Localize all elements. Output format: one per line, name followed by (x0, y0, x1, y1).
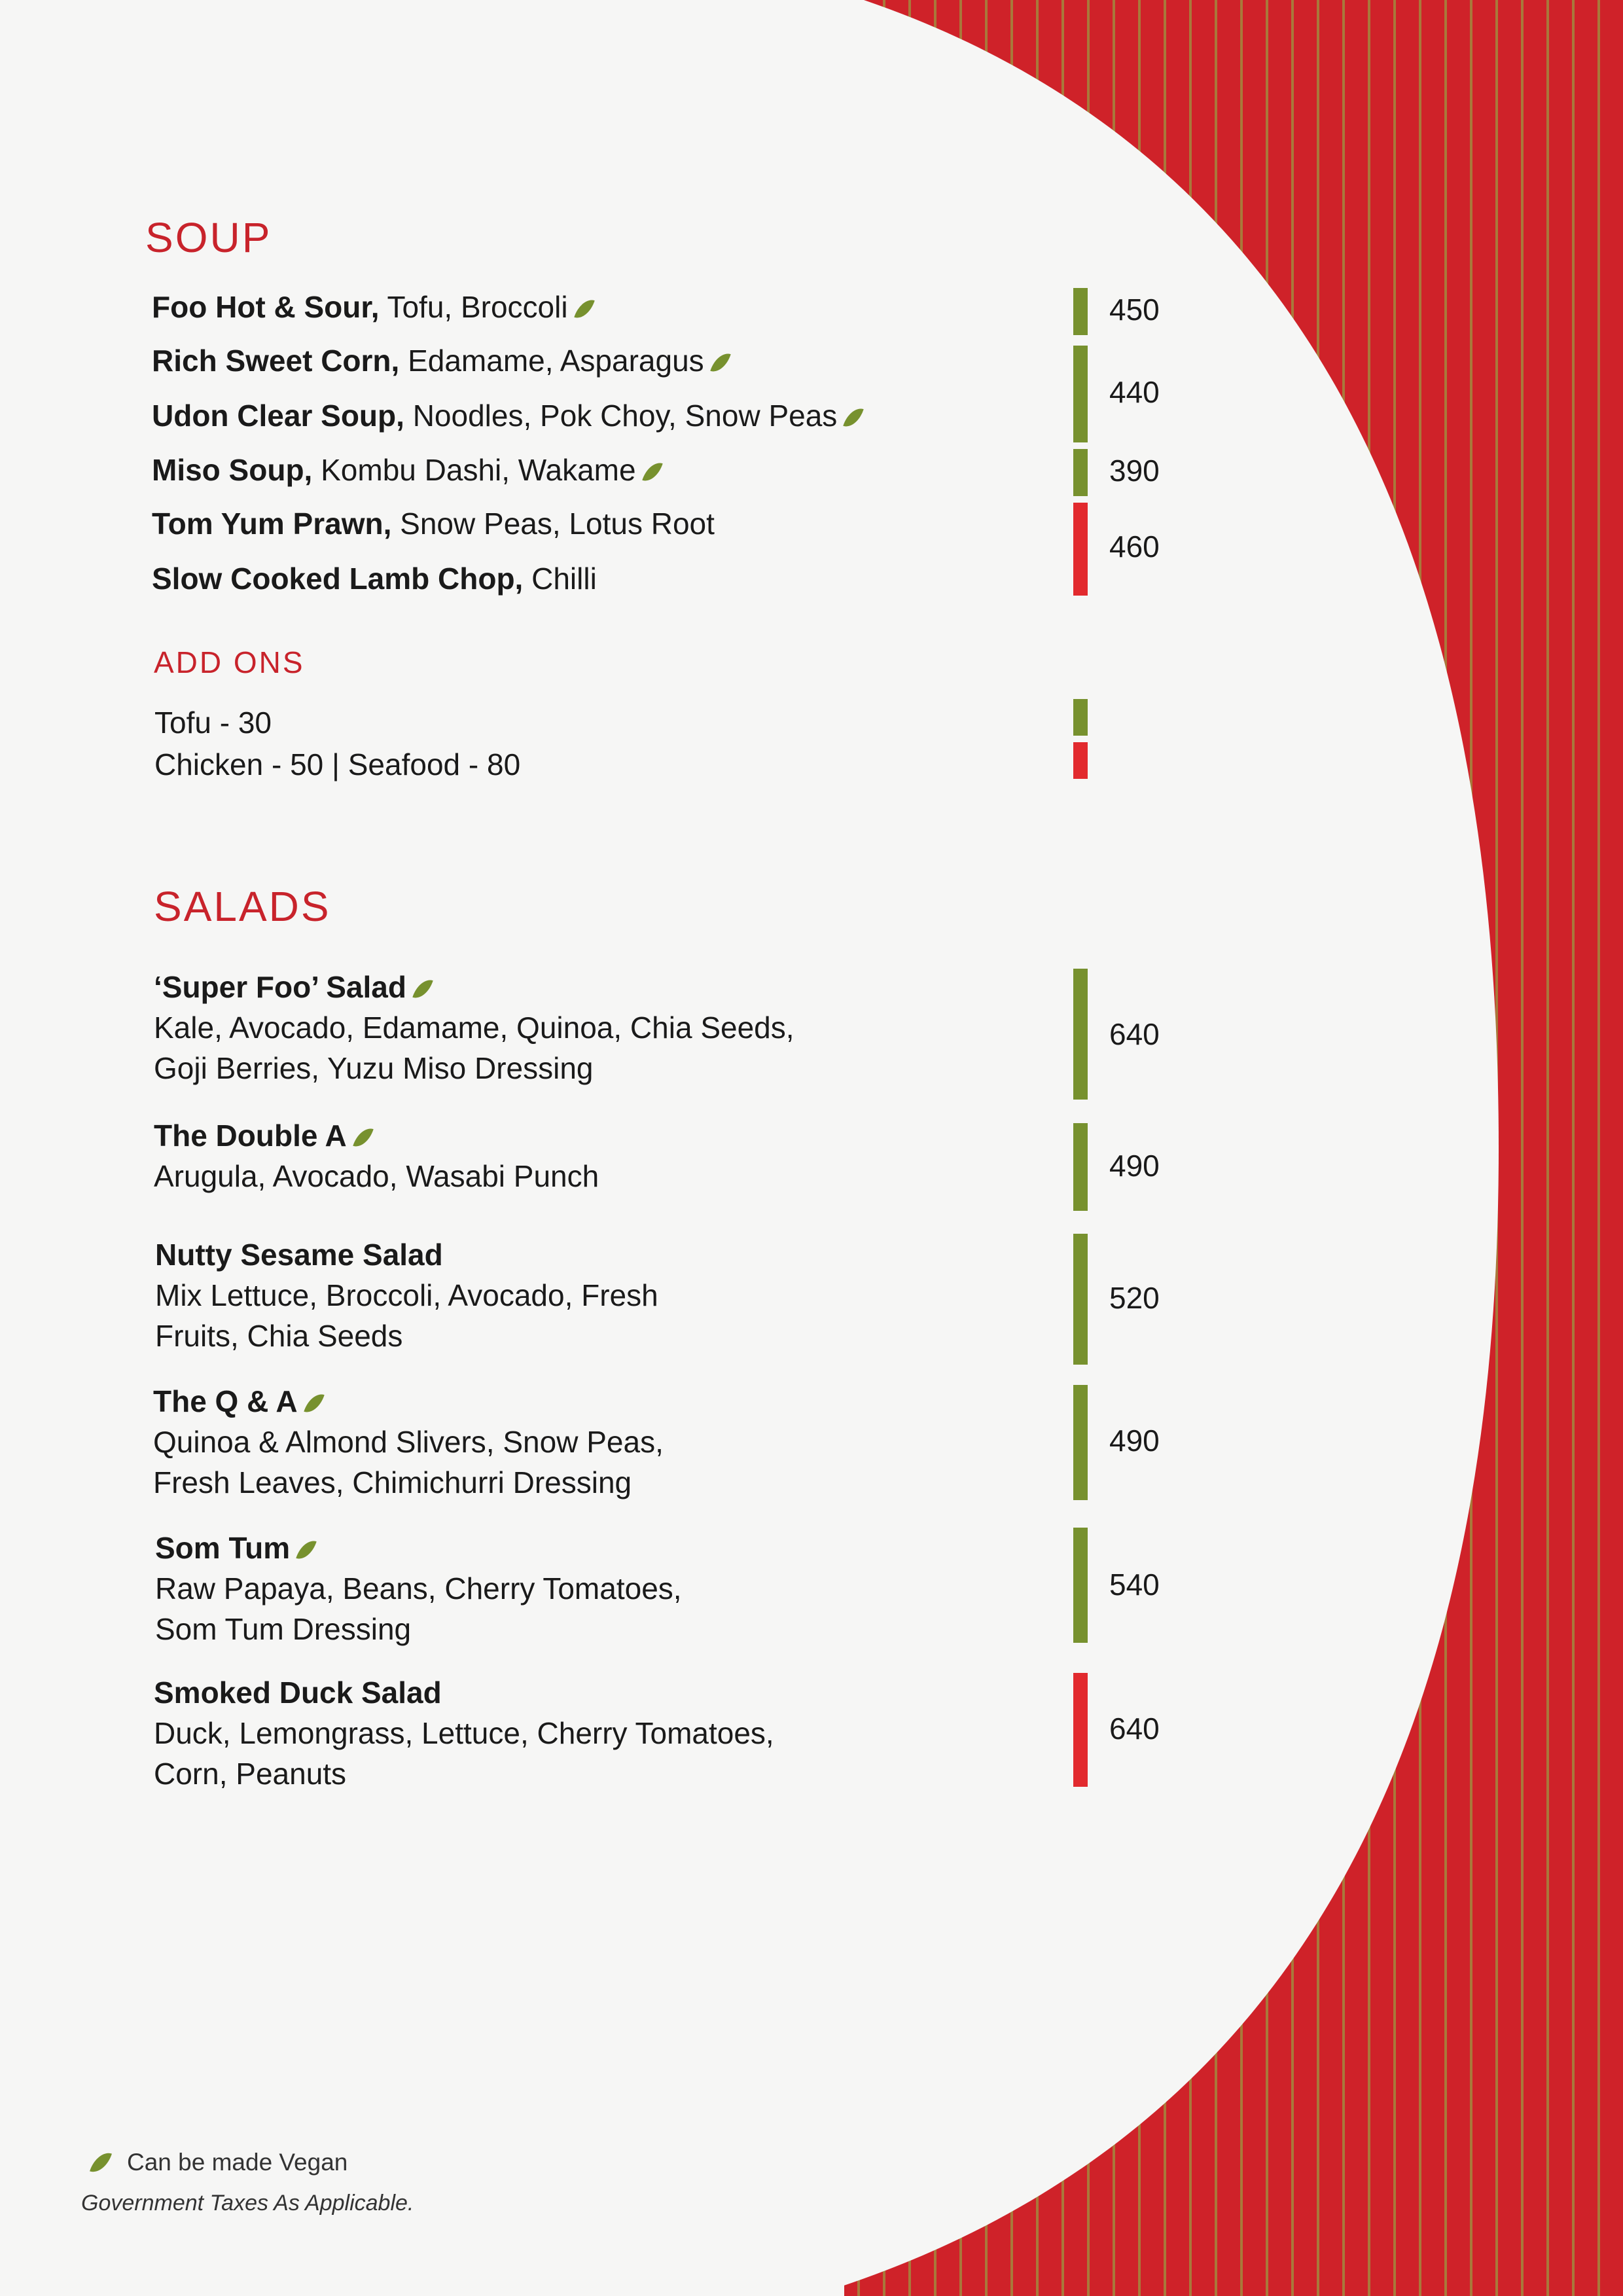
add-ons-heading: ADD ONS (154, 645, 305, 679)
veg-indicator-bar (1073, 1528, 1088, 1643)
item-desc-line: Duck, Lemongrass, Lettuce, Cherry Tomatoes, (154, 1716, 774, 1750)
price: 490 (1109, 1424, 1160, 1458)
item-desc-line: Fresh Leaves, Chimichurri Dressing (153, 1465, 632, 1499)
add-on-item: Tofu - 30 (154, 706, 272, 740)
item-desc: Snow Peas, Lotus Root (400, 507, 715, 541)
item-name: Nutty Sesame Salad (155, 1238, 443, 1272)
salad-item-q-and-a (153, 1381, 664, 1503)
veg-indicator-bar (1073, 699, 1088, 736)
item-name: Tom Yum Prawn, (152, 507, 392, 541)
item-desc: Noodles, Pok Choy, Snow Peas (412, 399, 838, 433)
veg-indicator-bar (1073, 288, 1088, 335)
item-desc-line: Mix Lettuce, Broccoli, Avocado, Fresh (155, 1278, 658, 1312)
soup-item-tom-yum-prawn (152, 503, 715, 544)
price: 520 (1109, 1281, 1160, 1315)
item-desc-line: Goji Berries, Yuzu Miso Dressing (154, 1051, 594, 1085)
price: 540 (1109, 1568, 1160, 1602)
price: 640 (1109, 1017, 1160, 1051)
item-name: The Double A (154, 1119, 347, 1153)
veg-indicator-bar (1073, 346, 1088, 442)
veg-indicator-bar (1073, 1123, 1088, 1211)
item-desc-line: Arugula, Avocado, Wasabi Punch (154, 1159, 599, 1193)
salad-item-smoked-duck (154, 1672, 774, 1794)
item-desc-line: Fruits, Chia Seeds (155, 1319, 403, 1353)
soup-item-slow-cooked-lamb-chop (152, 558, 597, 599)
item-name: Udon Clear Soup, (152, 399, 404, 433)
vegan-leaf-icon (353, 1124, 373, 1150)
soup-item-foo-hot-sour (152, 287, 592, 327)
item-desc-line: Kale, Avocado, Edamame, Quinoa, Chia Seeds, (154, 1011, 794, 1045)
price: 490 (1109, 1149, 1160, 1183)
vegan-legend: Can be made Vegan (127, 2149, 348, 2176)
item-desc-line: Quinoa & Almond Slivers, Snow Peas, (153, 1425, 664, 1459)
item-name: The Q & A (153, 1384, 298, 1418)
item-name: Som Tum (155, 1531, 291, 1565)
item-name: ‘Super Foo’ Salad (154, 970, 406, 1004)
non-veg-indicator-bar (1073, 503, 1088, 596)
soup-item-udon-clear-soup (152, 395, 861, 436)
price: 640 (1109, 1712, 1160, 1746)
item-name: Smoked Duck Salad (154, 1676, 442, 1710)
salad-item-double-a (154, 1115, 599, 1196)
item-desc: Edamame, Asparagus (408, 344, 704, 378)
item-desc: Kombu Dashi, Wakame (321, 453, 636, 487)
vegan-leaf-icon (296, 1537, 316, 1562)
vegan-leaf-icon (412, 976, 433, 1001)
add-on-item: Chicken - 50 | Seafood - 80 (154, 747, 521, 781)
salads-heading: SALADS (154, 883, 331, 930)
price: 460 (1109, 529, 1160, 564)
salad-item-nutty-sesame (155, 1234, 658, 1356)
taxes-note: Government Taxes As Applicable. (81, 2191, 414, 2215)
non-veg-indicator-bar (1073, 742, 1088, 779)
item-desc-line: Raw Papaya, Beans, Cherry Tomatoes, (155, 1571, 682, 1605)
soup-heading: SOUP (145, 214, 272, 261)
salad-item-som-tum (155, 1528, 682, 1649)
item-name: Slow Cooked Lamb Chop, (152, 562, 524, 596)
item-desc-line: Som Tum Dressing (155, 1612, 412, 1646)
veg-indicator-bar (1073, 1385, 1088, 1500)
veg-indicator-bar (1073, 969, 1088, 1100)
item-desc: Tofu, Broccoli (387, 290, 568, 324)
veg-indicator-bar (1073, 449, 1088, 496)
soup-item-miso-soup (152, 450, 660, 490)
price: 440 (1109, 375, 1160, 409)
item-name: Foo Hot & Sour, (152, 290, 380, 324)
item-desc-line: Corn, Peanuts (154, 1757, 347, 1791)
item-desc: Chilli (531, 562, 597, 596)
vegan-leaf-icon (304, 1390, 324, 1416)
price: 390 (1109, 454, 1160, 488)
soup-item-rich-sweet-corn (152, 340, 728, 381)
price: 450 (1109, 293, 1160, 327)
salad-item-super-foo (154, 967, 794, 1088)
item-name: Rich Sweet Corn, (152, 344, 400, 378)
veg-indicator-bar (1073, 1234, 1088, 1365)
item-name: Miso Soup, (152, 453, 313, 487)
non-veg-indicator-bar (1073, 1673, 1088, 1787)
